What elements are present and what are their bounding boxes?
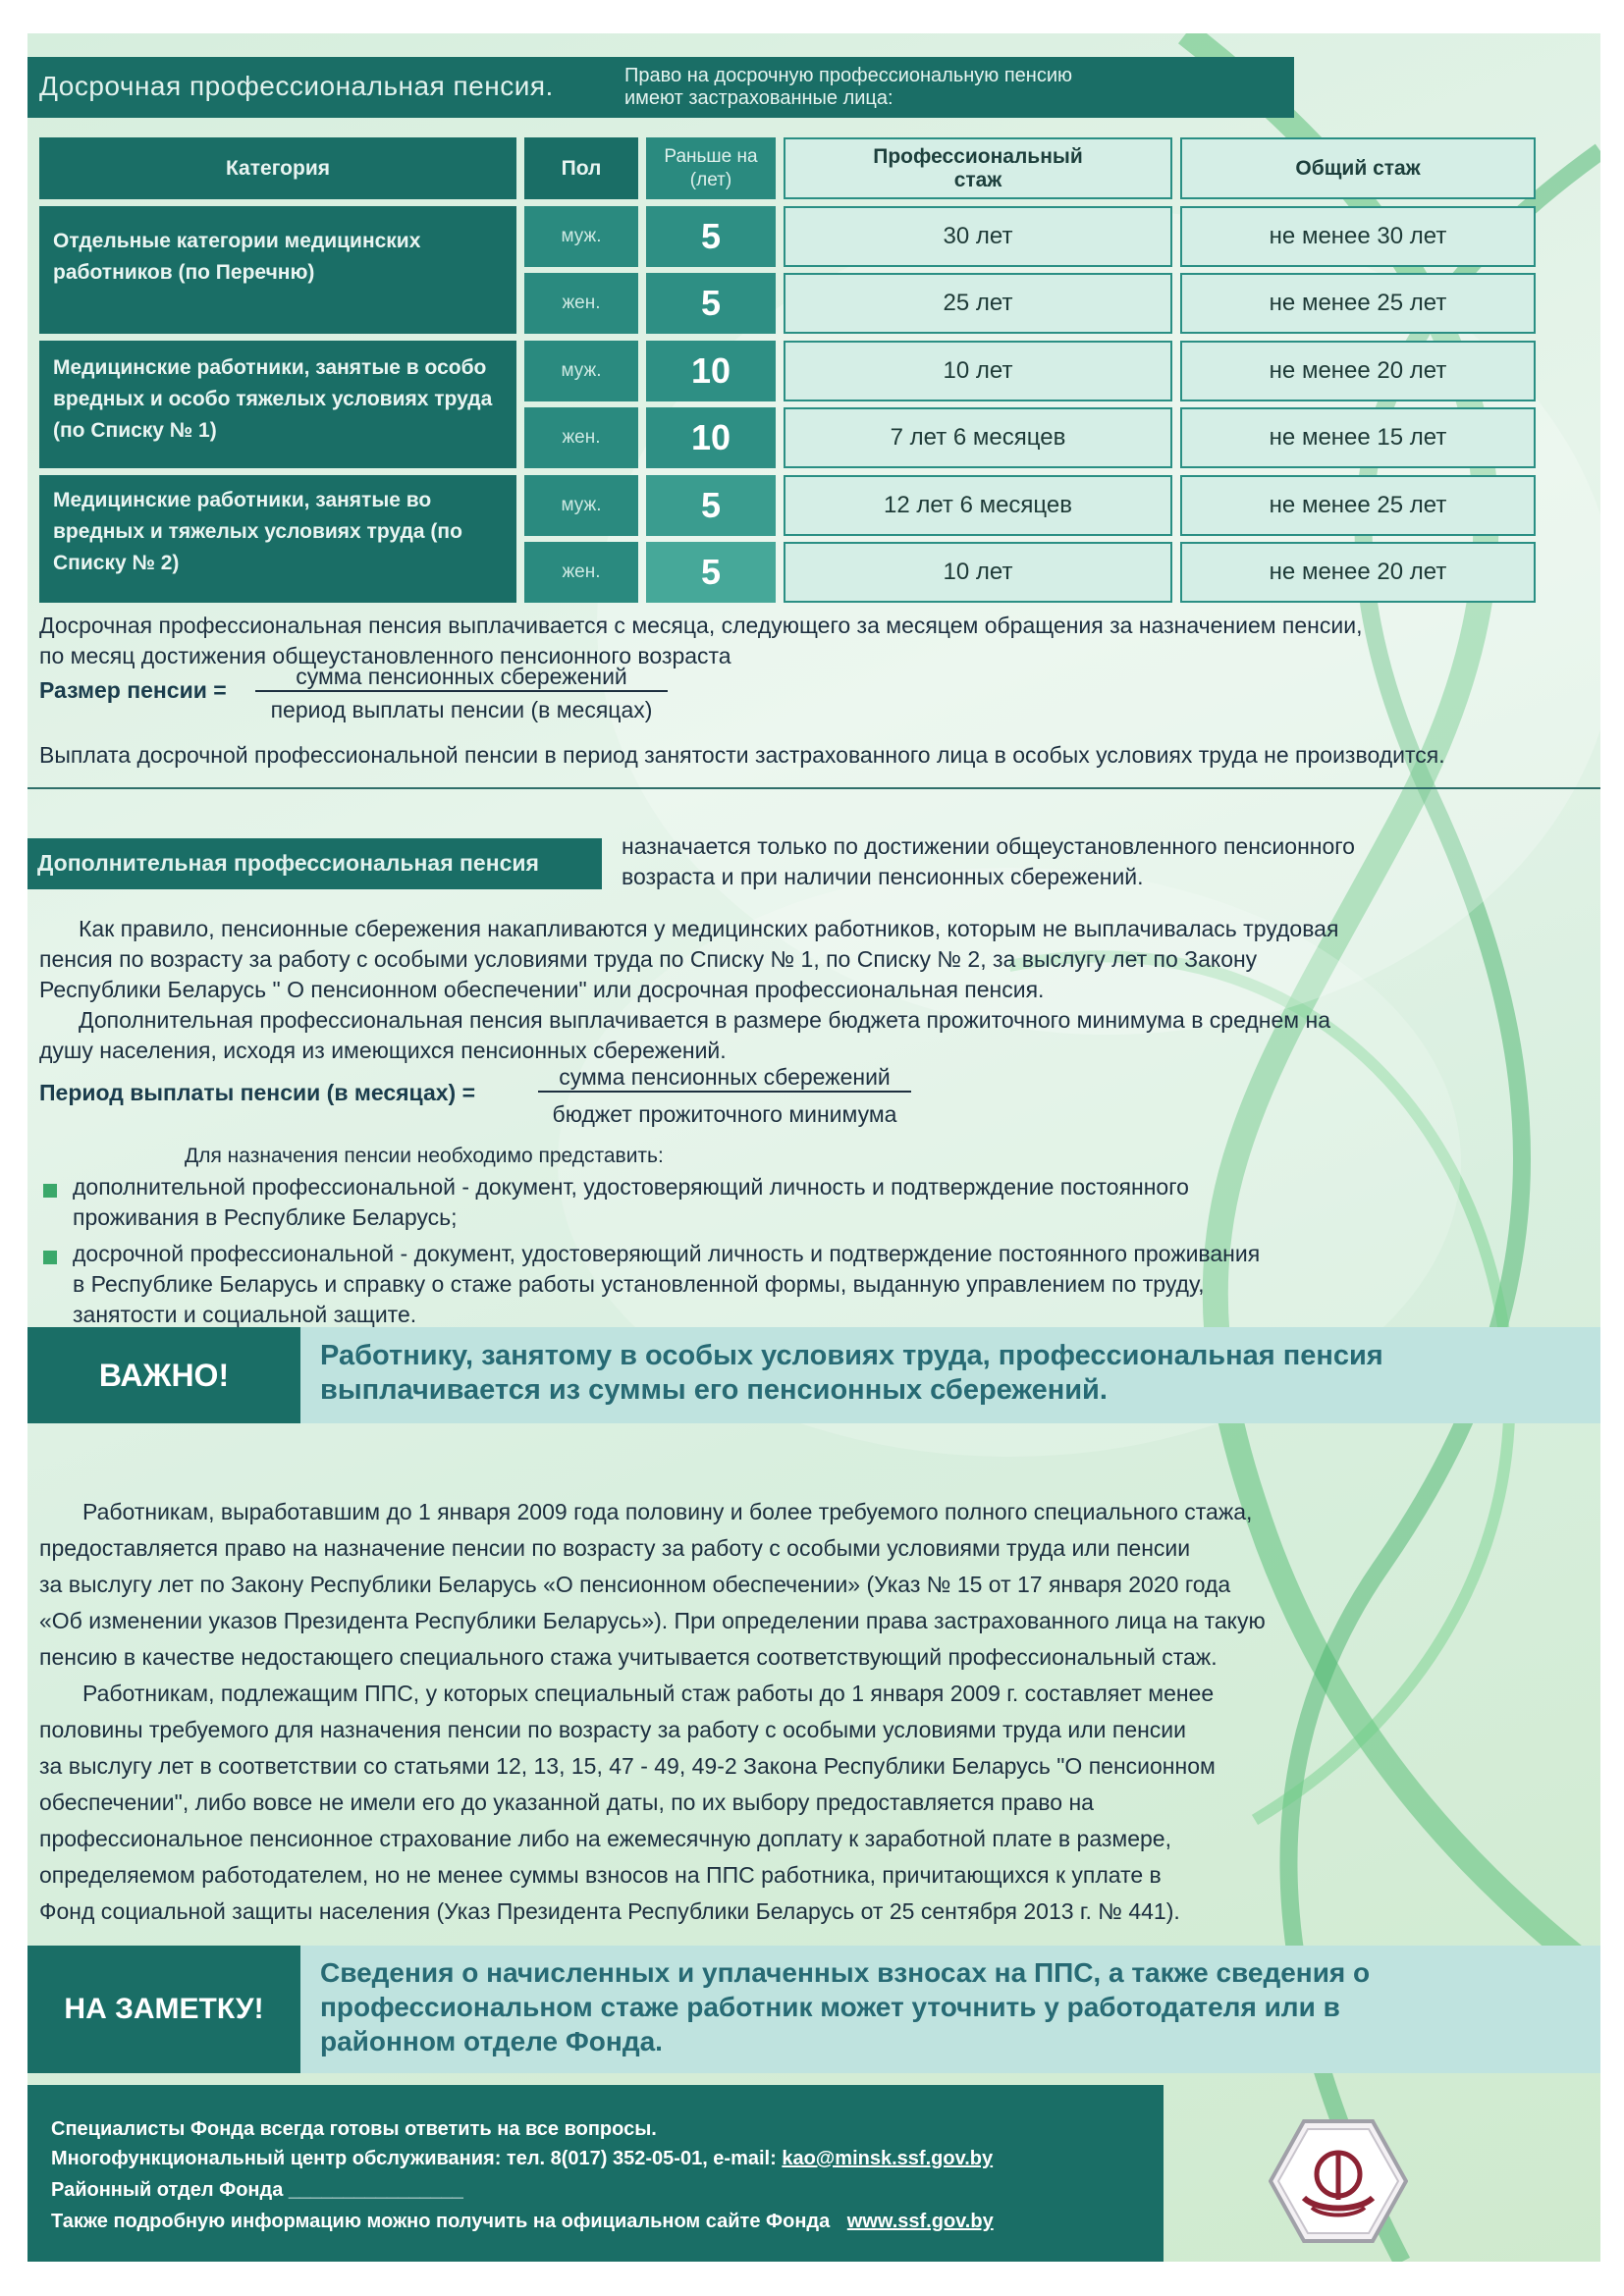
fund-logo-icon (1269, 2117, 1408, 2245)
total-cell: не менее 20 лет (1180, 542, 1536, 603)
payment-period-denominator: бюджет прожиточного минимума (552, 1101, 897, 1127)
category-cell: Медицинские работники, занятые в особо вредных и особо тяжелых условиях труда (по Списку № 1) (39, 341, 516, 468)
early-pension-note: Выплата досрочной профессиональной пенсии в период занятости застрахованного лица в особых условиях труда не производится. (39, 742, 1445, 768)
documents-item: досрочной профессиональной - документ, удостоверяющий личность и подтверждение постоянного проживания в Республике Беларусь и справку о стаже работы установленной формы, выданную управлением по труду, занятости и социальной защите. (73, 1241, 1261, 1327)
header-title: Досрочная профессиональная пенсия. (39, 71, 554, 101)
prof-cell: 25 лет (784, 273, 1172, 334)
header-band (27, 57, 1294, 118)
body-text: Работникам, выработавшим до 1 января 2009 года половину и более требуемого полного специального стажа, предоставляется право на назначение пенсии по возрасту за работу с особыми условиями труда или пенсии за выслугу лет по Закону Республики Беларусь «О пенсионном обеспечении» (Указ № 15 от 17 января 2020 года «Об изменении указов Президента Республики Беларусь»). При определении права застрахованного лица на такую пенсию в качестве недостающего специального стажа учитывается соответствующий профессиональный стаж. Работникам, подлежащим ППС, у которых специальный стаж работы до 1 января 2009 г. составляет менее половины требуемого для назначения пенсии по возрасту за работу с особыми условиями труда или пенсии за выслугу лет в соответствии со статьями 12, 13, 15, 47 - 49, 49-2 Закона Республики Беларусь "О пенсионном обеспечении", либо вовсе не имели его до указанной даты, по их выбору предоставляется право на профессиональное пенсионное страхование либо на ежемесячную доплату к заработной плате в размере, определяемом работодателем, но не менее суммы взносов на ППС работника, причитающихся к уплате в Фонд социальной защиты населения (Указ Президента Республики Беларусь от 25 сентября 2013 г. № 441). (39, 1499, 1266, 1924)
additional-paragraph-1: Как правило, пенсионные сбережения накапливаются у медицинских работников, которым не выплачивалась трудовая пенсия по возрасту за работу с особыми условиями труда по Списку № 1, по Списку № 2, за выслугу лет по Закону Республики Беларусь " О пенсионном обеспечении" или досрочная профессиональная пенсия. Дополнительная профессиональная пенсия выплачивается в размере бюджета прожиточного минимума в среднем на душу населения, исходя из имеющихся пенсионных сбережений. (39, 916, 1339, 1063)
col-header-category: Категория (39, 137, 516, 199)
documents-title: Для назначения пенсии необходимо представить: (185, 1145, 664, 1167)
website-link[interactable]: www.ssf.gov.by (846, 2211, 994, 2232)
sex-cell: жен. (524, 542, 638, 603)
footer-line: Районный отдел Фонда ________________ (51, 2179, 463, 2201)
footer-line: Многофункциональный центр обслуживания: тел. 8(017) 352-05-01, e-mail: kao@minsk.ssf.gov.by (51, 2148, 994, 2169)
pension-size-label: Размер пенсии = (39, 677, 227, 703)
prof-cell: 30 лет (784, 206, 1172, 267)
bullet-icon (43, 1251, 57, 1264)
total-cell: не менее 20 лет (1180, 341, 1536, 401)
category-cell: Медицинские работники, занятые во вредных и тяжелых условиях труда (по Списку № 2) (39, 475, 516, 603)
sex-cell: жен. (524, 407, 638, 468)
header-subtitle: Право на досрочную профессиональную пенсию имеют застрахованные лица: (624, 65, 1073, 109)
pension-size-numerator: сумма пенсионных сбережений (255, 664, 668, 692)
total-cell: не менее 25 лет (1180, 475, 1536, 536)
note-banner (27, 1946, 1600, 2073)
earlier-cell: 5 (646, 475, 776, 536)
documents-item: дополнительной профессиональной - документ, удостоверяющий личность и подтверждение постоянного проживания в Республике Беларусь; (73, 1174, 1189, 1230)
pension-size-denominator: период выплаты пенсии (в месяцах) (270, 697, 653, 722)
footer (27, 2085, 1164, 2262)
total-cell: не менее 15 лет (1180, 407, 1536, 468)
bullet-icon (43, 1184, 57, 1198)
additional-pension-title: Дополнительная профессиональная пенсия (37, 850, 539, 876)
note-text: Сведения о начисленных и уплаченных взносах на ППС, а также сведения о профессиональном стаже работник может уточнить у работодателя или в районном отделе Фонда. (320, 1957, 1371, 2056)
footer-line: Также подробную информацию можно получить на официальном сайте Фонда www.ssf.gov.by (51, 2211, 994, 2232)
col-header-sex: Пол (524, 137, 638, 199)
category-cell: Отдельные категории медицинских работников (по Перечню) (39, 206, 516, 334)
sex-cell: муж. (524, 341, 638, 401)
note-label: НА ЗАМЕТКУ! (64, 1993, 264, 2025)
email-link[interactable]: kao@minsk.ssf.gov.by (782, 2148, 994, 2169)
earlier-cell: 5 (646, 206, 776, 267)
prof-cell: 10 лет (784, 341, 1172, 401)
footer-line: Специалисты Фонда всегда готовы ответить на все вопросы. (51, 2118, 657, 2140)
important-text: Работнику, занятому в особых условиях труда, профессиональная пенсия выплачивается из суммы его пенсионных сбережений. (320, 1340, 1383, 1406)
early-pension-text: Досрочная профессиональная пенсия выплачивается с месяца, следующего за месяцем обращения за назначением пенсии, по месяц достижения общеустановленного пенсионного возраста (39, 613, 1363, 668)
prof-cell: 7 лет 6 месяцев (784, 407, 1172, 468)
leaflet-page (27, 33, 1600, 2262)
additional-pension-title-box (27, 838, 602, 889)
important-label: ВАЖНО! (98, 1357, 230, 1393)
sex-cell: жен. (524, 273, 638, 334)
sex-cell: муж. (524, 475, 638, 536)
prof-cell: 10 лет (784, 542, 1172, 603)
total-cell: не менее 30 лет (1180, 206, 1536, 267)
earlier-cell: 10 (646, 407, 776, 468)
col-header-prof: Профессиональный стаж (784, 137, 1172, 199)
col-header-total: Общий стаж (1180, 137, 1536, 199)
important-banner (27, 1327, 1600, 1423)
sex-cell: муж. (524, 206, 638, 267)
earlier-cell: 5 (646, 273, 776, 334)
earlier-cell: 5 (646, 542, 776, 603)
earlier-cell: 10 (646, 341, 776, 401)
total-cell: не менее 25 лет (1180, 273, 1536, 334)
payment-period-numerator: сумма пенсионных сбережений (538, 1064, 911, 1093)
col-header-earlier: Раньше на (лет) (646, 137, 776, 199)
prof-cell: 12 лет 6 месяцев (784, 475, 1172, 536)
additional-pension-desc: назначается только по достижении общеустановленного пенсионного возраста и при наличии пенсионных сбережений. (622, 833, 1355, 889)
payment-period-label: Период выплаты пенсии (в месяцах) = (39, 1080, 476, 1105)
section-divider (27, 787, 1600, 789)
